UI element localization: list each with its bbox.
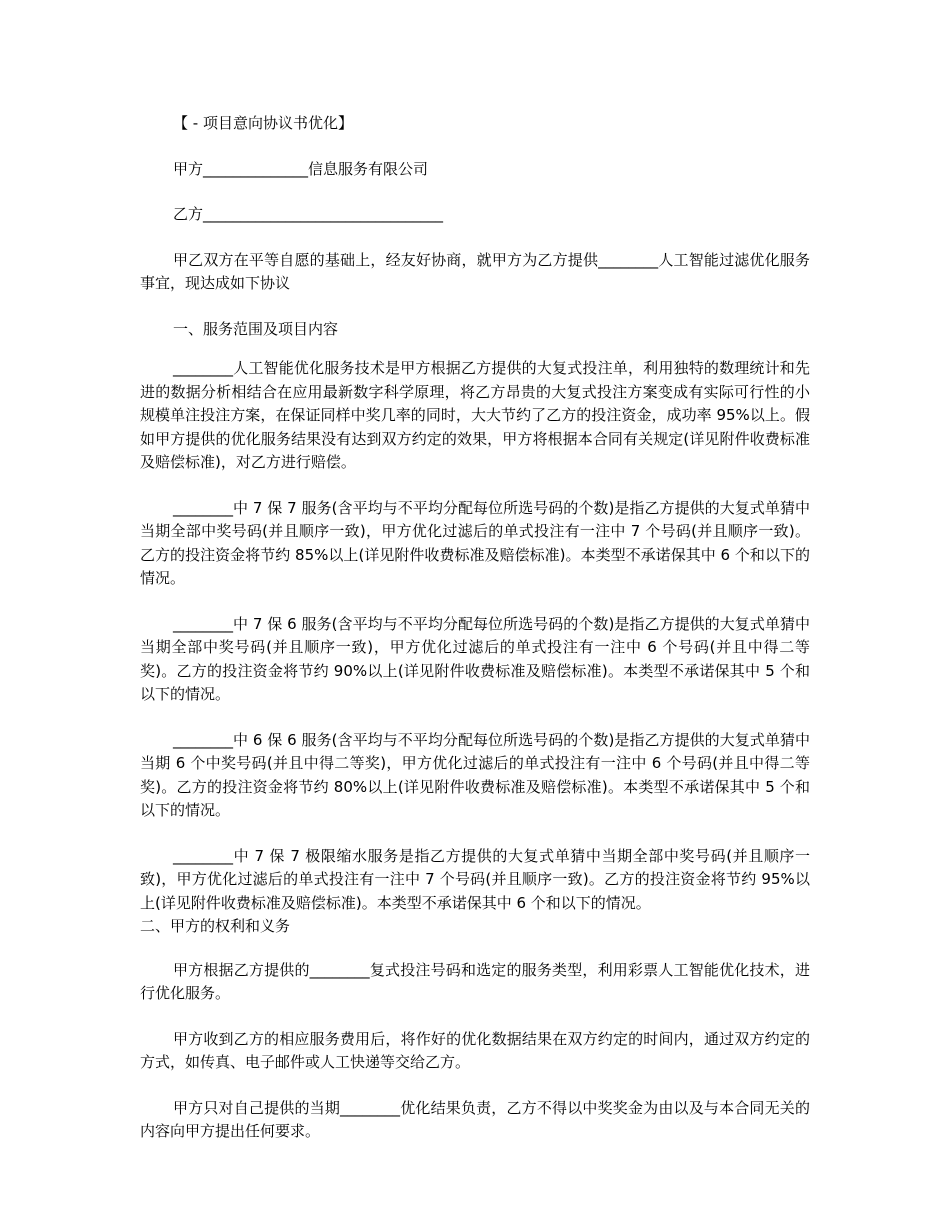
section-1-paragraph: ________人工智能优化服务技术是甲方根据乙方提供的大复式投注单，利用独特的数理统计和先进的数据分析相结合在应用最新数字科学原理，将乙方昂贵的大复式投注方案变成有实际可行性的小规模单注投注方案，在保证同样中奖几率的同时，大大节约了乙方的投注资金，成功率 95%以上。假如甲方提供的优化服务结果没有达到双方约定的效果，甲方将根据本合同有关规定(详见附件收费标准及赔偿标准)，对乙方进行赔偿。: [140, 359, 810, 471]
section-2-paragraph: 甲方根据乙方提供的________复式投注号码和选定的服务类型，利用彩票人工智能优化技术，进行优化服务。: [140, 960, 810, 1002]
intro-paragraph: 甲乙双方在平等自愿的基础上，经友好协商，就甲方为乙方提供________人工智能过滤优化服务事宜，现达成如下协议: [140, 250, 810, 292]
section-2-heading: 二、甲方的权利和义务: [140, 917, 291, 935]
section-2-paragraph: 甲方只对自己提供的当期________优化结果负责，乙方不得以中奖奖金为由以及与本合同无关的内容向甲方提出任何要求。: [140, 1098, 810, 1140]
party-b-line: 乙方________________________________: [173, 205, 444, 223]
section-1-paragraph: ________中 6 保 6 服务(含平均与不平均分配每位所选号码的个数)是指乙方提供的大复式单猜中当期 6 个中奖号码(并且中得二等奖)，甲方优化过滤后的单式投注有一注中 6 个号码(并且中得二等奖)。乙方的投注资金将节约 80%以上(详见附件收费标准及赔偿标准)。本类型不承诺保其中 5 个和以下的情况。: [140, 730, 810, 819]
section-1-paragraph: ________中 7 保 6 服务(含平均与不平均分配每位所选号码的个数)是指乙方提供的大复式单猜中当期全部中奖号码(并且顺序一致)，甲方优化过滤后的单式投注有一注中 6 个号码(并且中得二等奖)。乙方的投注资金将节约 90%以上(详见附件收费标准及赔偿标准)。本类型不承诺保其中 5 个和以下的情况。: [140, 614, 810, 703]
party-a-line: 甲方______________信息服务有限公司: [173, 159, 429, 178]
section-1-heading: 一、服务范围及项目内容: [173, 319, 339, 338]
document-title: 【 - 项目意向协议书优化】: [173, 114, 353, 132]
section-2-paragraph: 甲方收到乙方的相应服务费用后，将作好的优化数据结果在双方约定的时间内，通过双方约定的方式，如传真、电子邮件或人工快递等交给乙方。: [140, 1029, 810, 1071]
section-1-paragraph: ________中 7 保 7 服务(含平均与不平均分配每位所选号码的个数)是指乙方提供的大复式单猜中当期全部中奖号码(并且顺序一致)，甲方优化过滤后的单式投注有一注中 7 个号码(并且顺序一致)。乙方的投注资金将节约 85%以上(详见附件收费标准及赔偿标准)。本类型不承诺保其中 6 个和以下的情况。: [140, 498, 810, 587]
section-1-paragraph: ________中 7 保 7 极限缩水服务是指乙方提供的大复式单猜中当期全部中奖号码(并且顺序一致)，甲方优化过滤后的单式投注有一注中 7 个号码(并且顺序一致)。乙方的投注资金将节约 95%以上(详见附件收费标准及赔偿标准)。本类型不承诺保其中 6 个和以下的情况。: [140, 846, 810, 912]
